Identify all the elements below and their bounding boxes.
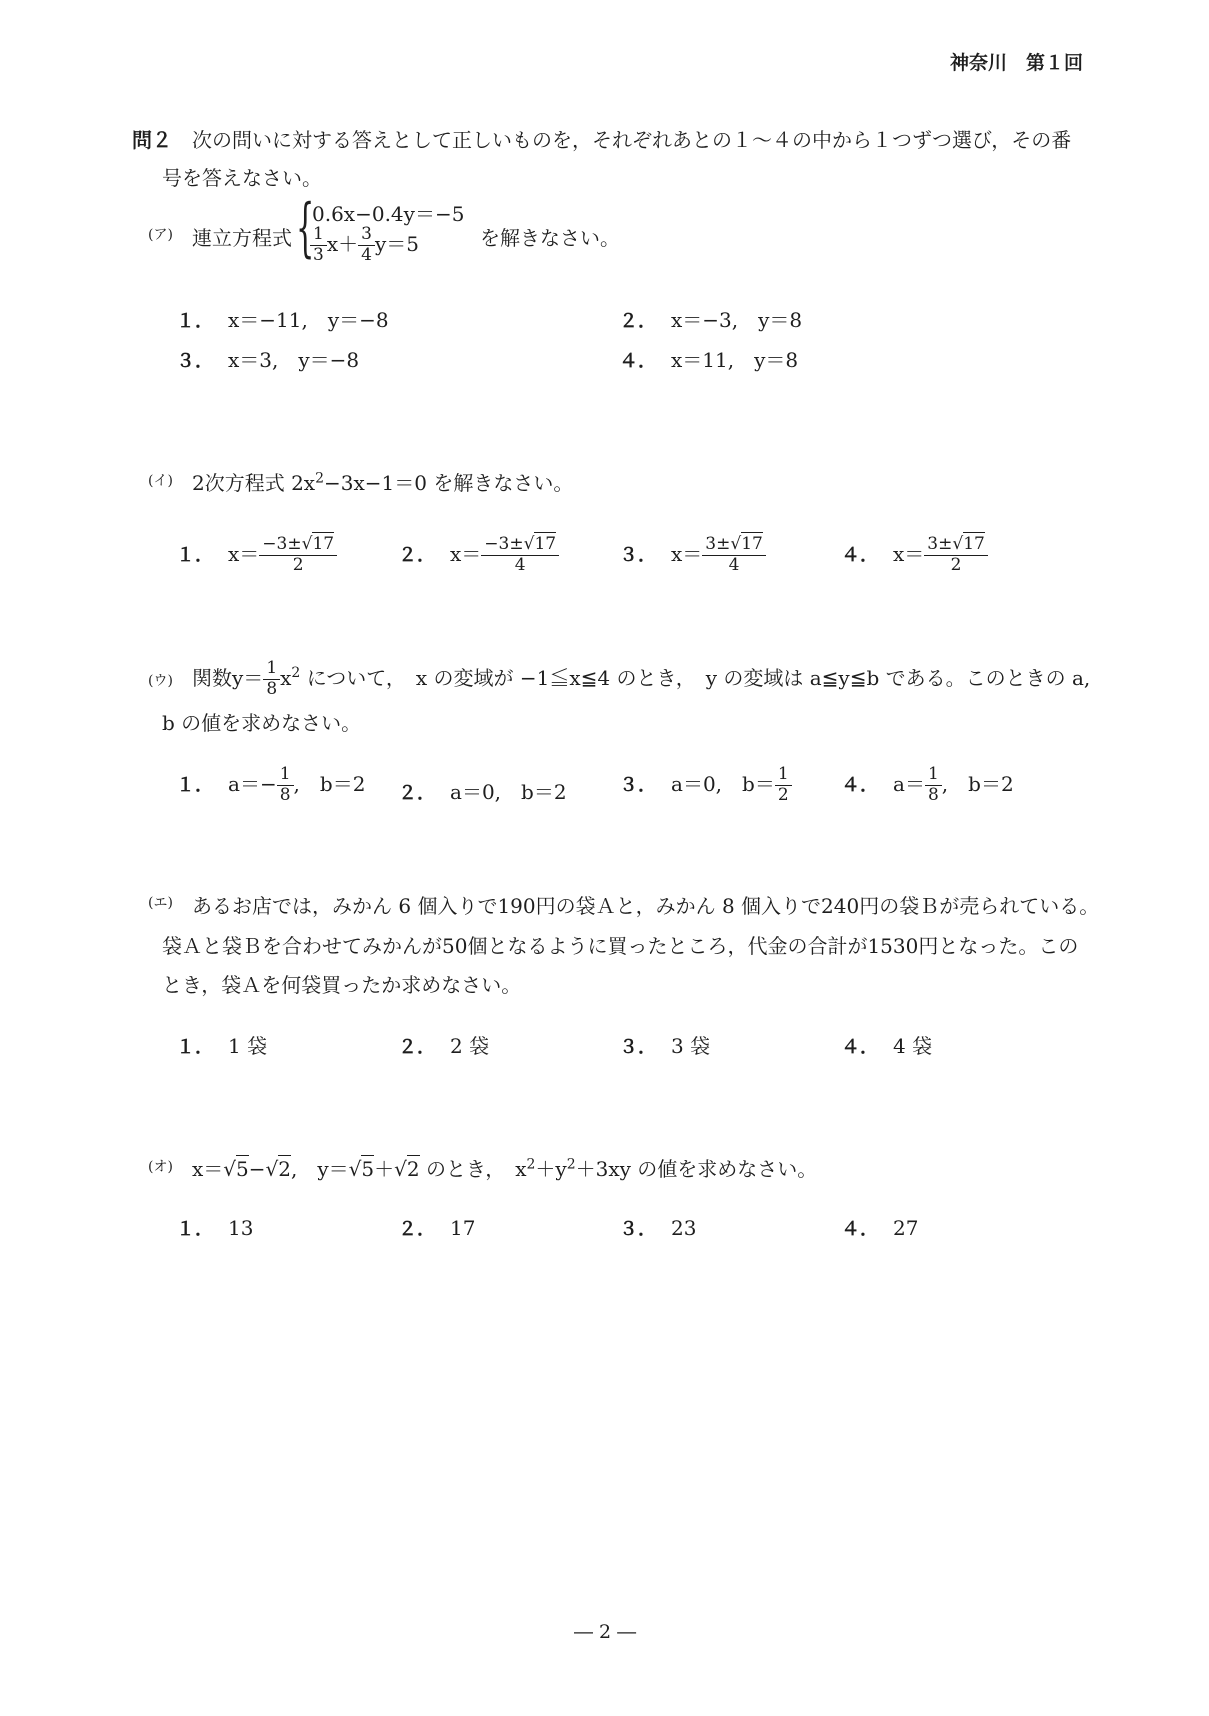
part-a-mark: (ア) <box>148 227 173 243</box>
part-e-choice-4: ４． 27 <box>841 1216 919 1240</box>
part-c-choice-2: ２． a＝0, b＝2 <box>398 780 567 804</box>
equation-brace: { <box>296 191 315 265</box>
header-title: 神奈川 第１回 <box>950 52 1084 74</box>
part-e-choice-1: １． 13 <box>176 1216 254 1240</box>
part-d-choice-2: ２． 2 袋 <box>398 1034 490 1058</box>
part-b-choice-4: ４． x＝ $\frac{3\pm√17}{2}$ <box>841 536 988 575</box>
page-number: ― 2 ― <box>574 1621 637 1643</box>
part-a-prefix: 連立方程式 <box>192 226 292 250</box>
part-a-eq2: $\frac{1}{3}$ x＋ $\frac{3}{4}$ y＝5 <box>310 226 419 265</box>
part-a-choice-2: ２． x＝−3, y＝8 <box>619 308 803 332</box>
part-b-question: 2次方程式 $2x^2-3x-1=0$ を解きなさい。 <box>192 470 574 495</box>
part-c-line2: b の値を求めなさい。 <box>162 711 362 735</box>
fraction: $\frac{1}{2}$ <box>775 766 792 805</box>
part-e-question: x＝√5−√2, y＝√5＋√2 のとき， $x^2+y^2+3xy$ の値を求めなさい。 <box>192 1156 818 1181</box>
part-b-choice-1: １． x＝ $\frac{-3\pm√17}{2}$ <box>176 536 337 575</box>
part-c-choice-4: ４． a＝ $\frac{1}{8}$ , b＝2 <box>841 764 1014 805</box>
part-d-line2: 袋Ａと袋Ｂを合わせてみかんが50個となるように買ったところ，代金の合計が1530円となった。この <box>162 934 1079 958</box>
part-e-mark: (オ) <box>148 1159 173 1175</box>
part-a-suffix: を解きなさい。 <box>480 226 620 250</box>
part-a-eq1: 0.6x−0.4y＝−5 <box>312 202 465 226</box>
part-d-choice-1: １． 1 袋 <box>176 1034 268 1058</box>
fraction: $\frac{1}{3}$ <box>310 226 327 265</box>
part-d-line1: あるお店では，みかん 6 個入りで190円の袋Ａと，みかん 8 個入りで240円の袋Ｂが売られている。 <box>192 894 1100 918</box>
fraction: $\frac{1}{8}$ <box>263 660 280 699</box>
fraction: $\frac{3\pm√17}{4}$ <box>702 536 766 575</box>
part-b-choice-3: ３． x＝ $\frac{3\pm√17}{4}$ <box>619 536 766 575</box>
part-a-choice-4: ４． x＝11, y＝8 <box>619 348 799 372</box>
part-c-choice-3: ３． a＝0, b＝ $\frac{1}{2}$ <box>619 766 792 805</box>
part-a-choice-1: １． x＝−11, y＝−8 <box>176 308 389 332</box>
fraction: $\frac{1}{8}$ <box>925 766 942 805</box>
part-d-line3: とき，袋Ａを何袋買ったか求めなさい。 <box>162 973 522 997</box>
part-c-mark: (ウ) <box>148 673 173 689</box>
part-a-choice-3: ３． x＝3, y＝−8 <box>176 348 360 372</box>
part-c-choice-1: １． a＝− $\frac{1}{8}$ , b＝2 <box>176 764 366 805</box>
part-e-choice-2: ２． 17 <box>398 1216 476 1240</box>
part-d-choice-4: ４． 4 袋 <box>841 1034 933 1058</box>
part-e-choice-3: ３． 23 <box>619 1216 697 1240</box>
fraction: $\frac{1}{8}$ <box>277 766 294 805</box>
part-d-choice-3: ３． 3 袋 <box>619 1034 711 1058</box>
question-instruction-line2: 号を答えなさい。 <box>162 166 322 190</box>
fraction: $\frac{3\pm√17}{2}$ <box>924 536 988 575</box>
fraction: $\frac{-3\pm√17}{4}$ <box>481 536 559 575</box>
part-c-question: 関数y＝ $\frac{1}{8}$ $x^2$ について， x の変域が −1≦x≦4 のとき， y の変域は a≦y≦b である。このときの a, <box>192 658 1091 699</box>
fraction: $\frac{3}{4}$ <box>358 226 375 265</box>
fraction: $\frac{-3\pm√17}{2}$ <box>259 536 337 575</box>
question-instruction-line1: 次の問いに対する答えとして正しいものを，それぞれあとの１～４の中から１つずつ選び，その番 <box>192 128 1072 152</box>
question-number: 問２ <box>132 128 172 152</box>
part-d-mark: (エ) <box>148 895 173 911</box>
part-b-choice-2: ２． x＝ $\frac{-3\pm√17}{4}$ <box>398 536 559 575</box>
part-b-mark: (イ) <box>148 473 173 489</box>
